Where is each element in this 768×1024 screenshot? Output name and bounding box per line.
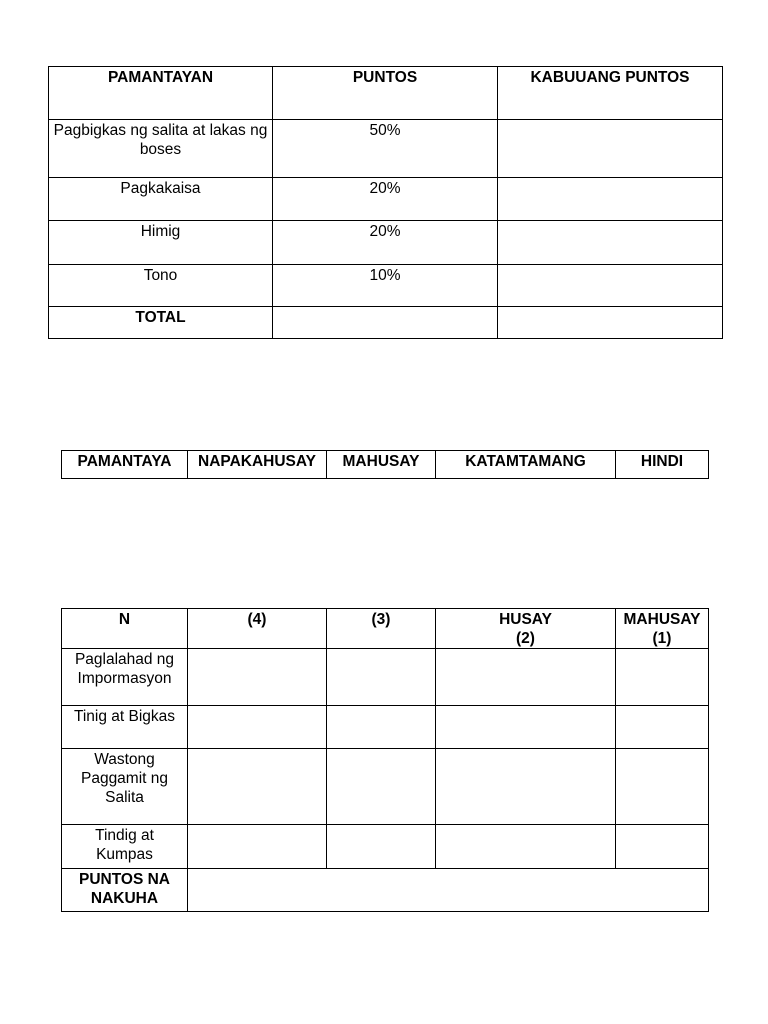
criterion-cell: Tinig at Bigkas — [62, 706, 188, 749]
column-header: KABUUANG PUNTOS — [498, 67, 723, 120]
table-row — [62, 706, 709, 749]
table-row — [49, 178, 723, 221]
score-cell[interactable] — [616, 706, 709, 749]
column-header: N — [62, 609, 188, 649]
score-cell[interactable] — [616, 825, 709, 869]
score-cell[interactable] — [188, 706, 327, 749]
score-cell[interactable] — [327, 749, 436, 825]
column-header: PAMANTAYA — [62, 451, 188, 479]
table-footer-row — [49, 307, 723, 339]
table-header-row — [62, 451, 709, 479]
table-row — [62, 749, 709, 825]
criterion-cell: Tindig at Kumpas — [62, 825, 188, 869]
column-header: NAPAKAHUSAY — [188, 451, 327, 479]
score-cell[interactable] — [616, 749, 709, 825]
column-header: (4) — [188, 609, 327, 649]
points-cell: 20% — [273, 221, 498, 265]
column-header: MAHUSAY — [327, 451, 436, 479]
criterion-cell: Tono — [49, 265, 273, 307]
points-cell: 50% — [273, 120, 498, 178]
score-cell[interactable] — [188, 649, 327, 706]
criterion-cell: Wastong Paggamit ng Salita — [62, 749, 188, 825]
table-header-row — [62, 609, 709, 649]
criterion-cell: Pagkakaisa — [49, 178, 273, 221]
score-cell[interactable] — [327, 825, 436, 869]
column-header: (3) — [327, 609, 436, 649]
criterion-cell: Paglalahad ng Impormasyon — [62, 649, 188, 706]
column-header: PUNTOS — [273, 67, 498, 120]
score-cell[interactable] — [327, 706, 436, 749]
points-earned-cell[interactable] — [188, 869, 709, 912]
table-row — [49, 221, 723, 265]
criterion-cell: Pagbigkas ng salita at lakas ng boses — [49, 120, 273, 178]
table-row — [62, 649, 709, 706]
total-cell[interactable] — [498, 120, 723, 178]
score-cell[interactable] — [188, 825, 327, 869]
total-points-cell[interactable] — [273, 307, 498, 339]
score-cell[interactable] — [616, 649, 709, 706]
table-footer-row — [62, 869, 709, 912]
score-cell[interactable] — [436, 706, 616, 749]
total-cell[interactable] — [498, 221, 723, 265]
score-cell[interactable] — [188, 749, 327, 825]
points-cell: 20% — [273, 178, 498, 221]
score-cell[interactable] — [436, 749, 616, 825]
rubric-table — [61, 608, 709, 912]
column-header: HINDI — [616, 451, 709, 479]
grand-total-cell[interactable] — [498, 307, 723, 339]
score-cell[interactable] — [327, 649, 436, 706]
column-header: PAMANTAYAN — [49, 67, 273, 120]
total-cell[interactable] — [498, 265, 723, 307]
column-header: MAHUSAY (1) — [616, 609, 709, 649]
column-header: HUSAY (2) — [436, 609, 616, 649]
column-header: KATAMTAMANG — [436, 451, 616, 479]
table-row — [49, 265, 723, 307]
table-row — [62, 825, 709, 869]
table-header-row — [49, 67, 723, 120]
criterion-cell: Himig — [49, 221, 273, 265]
score-cell[interactable] — [436, 649, 616, 706]
points-cell: 10% — [273, 265, 498, 307]
total-cell[interactable] — [498, 178, 723, 221]
scoring-table — [48, 66, 723, 339]
rating-header-table — [61, 450, 709, 479]
score-cell[interactable] — [436, 825, 616, 869]
points-earned-label: PUNTOS NA NAKUHA — [62, 869, 188, 912]
total-label-cell: TOTAL — [49, 307, 273, 339]
table-row — [49, 120, 723, 178]
